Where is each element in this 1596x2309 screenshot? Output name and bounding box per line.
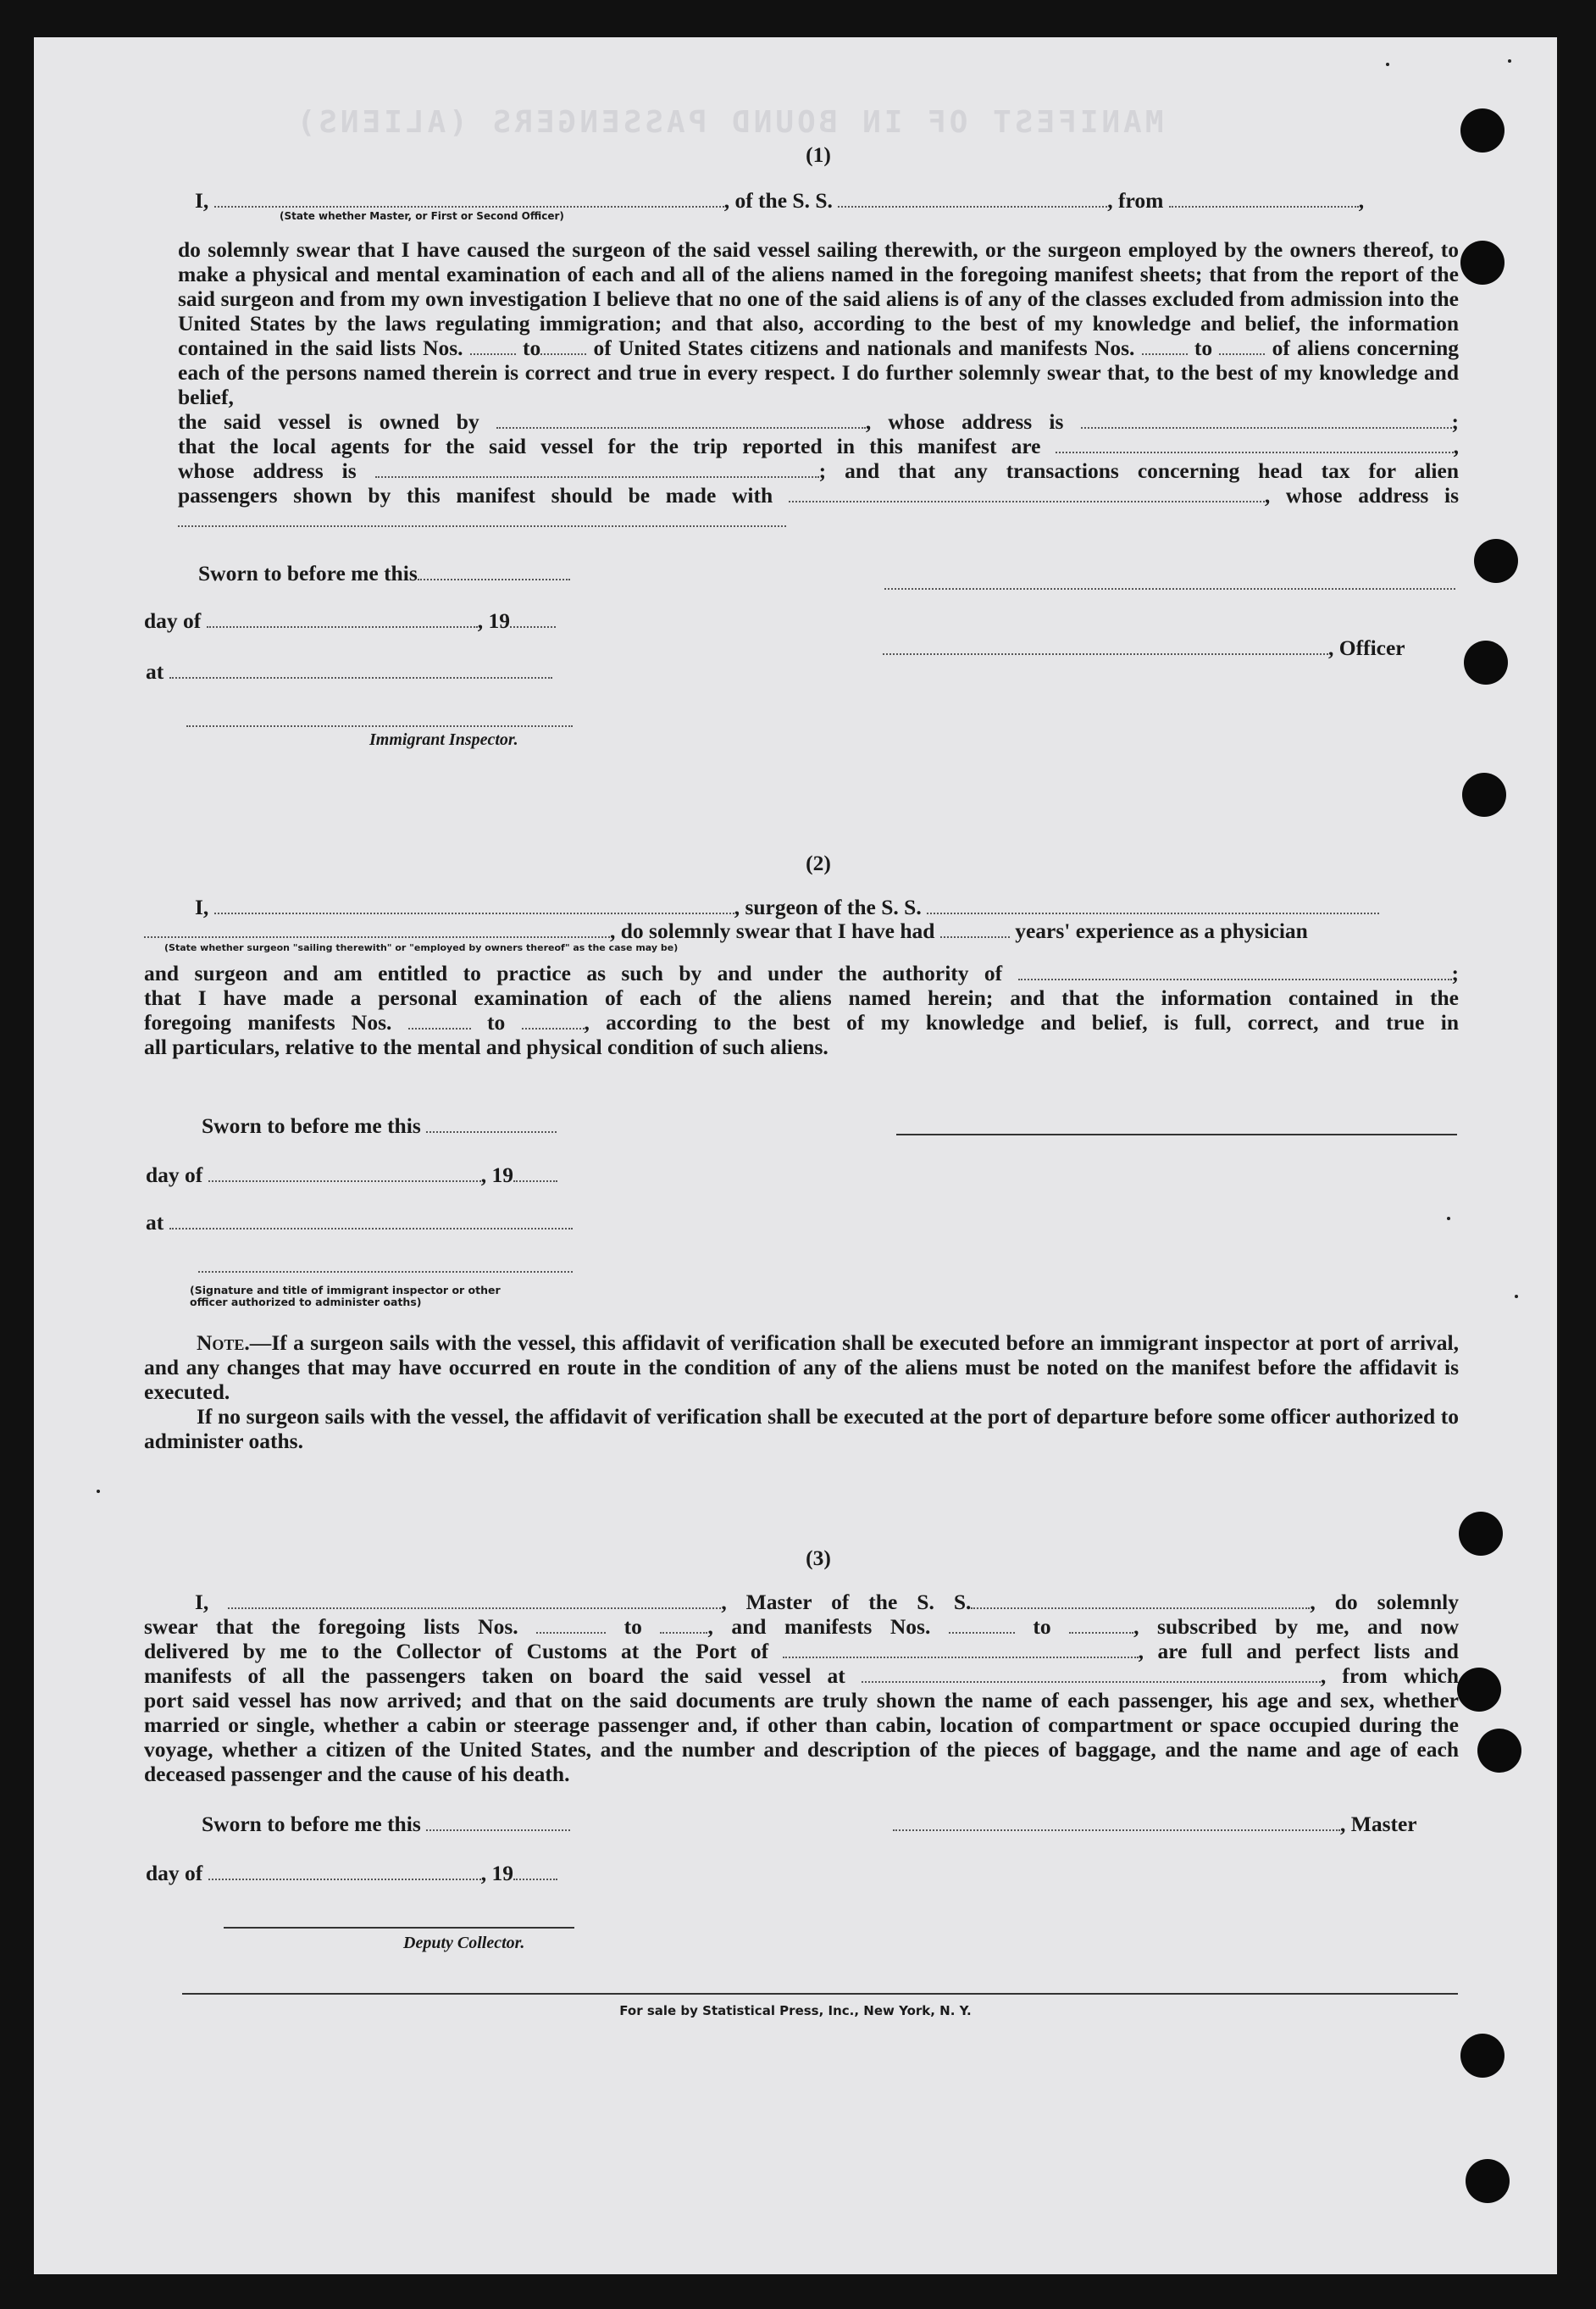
s3-master-row <box>893 1812 1417 1837</box>
years-experience-field[interactable] <box>940 921 1010 938</box>
s2-examination-line: that I have made a personal examination of each of the aliens named herein; and that the information contained in the <box>144 985 1459 1010</box>
s2-signature-caption: (Signature and title of immigrant inspector or other officer authorized to administer oaths) <box>190 1284 501 1308</box>
s1-sworn-row <box>198 561 570 586</box>
s3-manifests-to-field[interactable] <box>1069 1617 1133 1634</box>
s1-sworn-day-field[interactable] <box>418 563 570 580</box>
binder-hole <box>1460 2034 1505 2078</box>
s1-inspector-signature-line[interactable] <box>186 724 573 727</box>
s3-i: I, <box>195 1590 209 1614</box>
s3-subscribed: , subscribed by me, and now <box>1133 1614 1460 1639</box>
s2-dayof-label: day of <box>146 1163 203 1187</box>
s2-vessel-field[interactable] <box>927 897 1379 914</box>
s1-to-1: to <box>523 336 541 360</box>
s3-line-2 <box>144 1614 1459 1639</box>
s3-line-1 <box>144 1590 1459 1614</box>
s1-dayof-label: day of <box>144 608 202 633</box>
s3-lists-to-field[interactable] <box>660 1617 707 1634</box>
s3-dayof-row <box>146 1861 557 1886</box>
s2-at-row <box>146 1210 573 1235</box>
officer-rank-field[interactable] <box>214 191 724 208</box>
s3-solemnly: , do solemnly <box>1310 1590 1460 1614</box>
s3-master-label: , Master <box>1340 1812 1417 1836</box>
owner-address-field[interactable] <box>1081 412 1452 429</box>
s3-month-field[interactable] <box>208 1863 481 1880</box>
ink-speck <box>1447 1217 1450 1220</box>
binder-hole <box>1464 641 1508 685</box>
s1-body <box>178 237 1459 532</box>
s2-manifests-to-field[interactable] <box>522 1013 585 1030</box>
s2-sworn-row <box>202 1113 557 1139</box>
s1-at-row <box>146 659 552 685</box>
embarkation-port-field[interactable] <box>862 1666 1321 1683</box>
binder-hole <box>1462 773 1506 817</box>
s1-oath-text <box>178 237 1459 409</box>
s2-authority-line <box>144 961 1459 985</box>
ink-speck <box>97 1490 100 1493</box>
s1-semicolon: ; <box>1451 409 1460 434</box>
s3-body <box>144 1590 1459 1786</box>
s1-year-field[interactable] <box>510 611 556 628</box>
s3-master-signature-field[interactable] <box>893 1814 1340 1831</box>
departure-port-field[interactable] <box>1169 191 1359 208</box>
s1-from: , from <box>1107 188 1164 213</box>
s1-passengers-label: passengers shown by this manifest should be made with <box>178 483 773 508</box>
s1-owned-label: the said vessel is owned by <box>178 409 479 434</box>
manifests-to-field[interactable] <box>1219 338 1265 355</box>
binder-hole <box>1477 1729 1521 1773</box>
s2-surgeon-of-ss: , surgeon of the S. S. <box>734 895 922 919</box>
s3-to-1: to <box>623 1614 642 1639</box>
headtax-contact-field[interactable] <box>789 486 1265 502</box>
vessel-name-field[interactable] <box>838 191 1107 208</box>
port-of-arrival-field[interactable] <box>783 1641 1139 1658</box>
binder-hole <box>1457 1668 1501 1712</box>
s1-year-prefix: , 19 <box>477 608 510 633</box>
s3-manifests-label: , and manifests Nos. <box>707 1614 931 1639</box>
s1-address-line <box>178 458 1459 483</box>
s2-dayof-row <box>146 1163 557 1188</box>
s2-authority-label: and surgeon and am entitled to practice as such by and under the authority of <box>144 961 1003 985</box>
s1-place-field[interactable] <box>169 662 552 679</box>
s2-at-label: at <box>146 1210 164 1235</box>
s1-month-field[interactable] <box>207 611 478 628</box>
s3-year-field[interactable] <box>513 1863 557 1880</box>
s2-manifests-label: foregoing manifests Nos. <box>144 1010 392 1035</box>
s3-vessel-field[interactable] <box>971 1592 1310 1609</box>
s1-oath-part1: do solemnly swear that I have caused the surgeon of the said vessel sailing therewith, or the surgeon employed by the owners thereof, to make a physical and mental examination of each and all of the aliens named in the foregoing manifest sheets; that from the report of the said surgeon and from my own investigation I believe that no one of the said aliens is of any of the classes excluded from admission into the United States by the laws regulating immigration; and that also, according to the best of my knowledge and belief, the information contained in the said lists Nos. <box>178 237 1459 360</box>
s2-manifests-from-field[interactable] <box>408 1013 471 1030</box>
s2-year-prefix: , 19 <box>480 1163 513 1187</box>
s3-perfect-lists: , are full and perfect lists and <box>1138 1639 1459 1663</box>
s1-owned-line <box>178 409 1459 434</box>
s3-manifests-from-field[interactable] <box>949 1617 1015 1634</box>
s1-agents-address-label: whose address is <box>178 458 357 483</box>
s1-contact-address-label: , whose address is <box>1264 483 1460 508</box>
s1-sworn-label: Sworn to before me this <box>198 561 418 586</box>
authority-field[interactable] <box>1018 963 1452 980</box>
printer-imprint: For sale by Statistical Press, Inc., New York, N. Y. <box>619 2003 972 2018</box>
binder-hole <box>1459 1512 1503 1556</box>
s3-boarded-label: manifests of all the passengers taken on board the said vessel at <box>144 1663 845 1688</box>
binder-hole <box>1474 539 1518 583</box>
s3-sworn-label: Sworn to before me this <box>202 1812 421 1836</box>
s2-swear-text: , do solemnly swear that I have had <box>610 919 935 943</box>
ink-speck <box>1386 63 1389 66</box>
s3-sworn-row <box>202 1812 570 1837</box>
s1-dayof-row <box>144 608 556 634</box>
s1-officer-name-field[interactable] <box>883 638 1328 655</box>
s1-headtax-text: ; and that any transactions concerning head tax for alien <box>818 458 1460 483</box>
s2-month-field[interactable] <box>208 1165 481 1182</box>
s2-i: I, <box>195 895 209 919</box>
s2-note <box>144 1330 1459 1453</box>
s1-owner-address-label: , whose address is <box>865 409 1064 434</box>
s1-officer-label: , Officer <box>1328 636 1405 660</box>
owner-field[interactable] <box>496 412 866 429</box>
s3-lists-label: swear that the foregoing lists Nos. <box>144 1614 518 1639</box>
s3-port-label: delivered by me to the Collector of Customs at the Port of <box>144 1639 769 1663</box>
s3-from-which: , from which <box>1320 1663 1460 1688</box>
bleed-through-header: MANIFEST OF IN BOUND PASSENGERS (ALIENS) <box>293 105 1164 140</box>
s2-semicolon: ; <box>1451 961 1459 985</box>
s2-correct-text: , according to the best of my knowledge and belief, is full, correct, and true in <box>584 1010 1460 1035</box>
s3-body-text: port said vessel has now arrived; and that on the said documents are truly shown the name of each passenger, his age and sex, whether married or single, whether a cabin or steerage passenger and, if other than cabin, location of compartment or space occupied during the voyage, whether a citizen of the United States, and the number and description of the pieces of baggage, and the name and age of each deceased passenger and the cause of his death. <box>144 1688 1459 1786</box>
s2-particulars-line: all particulars, relative to the mental and physical condition of such aliens. <box>144 1035 828 1059</box>
lists-from-field[interactable] <box>470 338 516 355</box>
footer-rule <box>182 1993 1458 1995</box>
s2-surgeon-type-hint: (State whether surgeon "sailing therewith" or "employed by owners thereof" as the case may be) <box>164 942 679 953</box>
section-number-3: (3) <box>806 1546 831 1570</box>
s3-deputy-signature-line[interactable] <box>224 1925 574 1929</box>
s1-inspector-caption: Immigrant Inspector. <box>369 730 518 749</box>
binder-hole <box>1460 108 1505 153</box>
s2-surgeon-signature-line[interactable] <box>896 1132 1457 1135</box>
s1-agents-line <box>178 434 1459 458</box>
s3-line-4 <box>144 1663 1459 1688</box>
s2-experience-label: years' experience as a physician <box>1015 919 1308 943</box>
s2-body <box>144 961 1459 1059</box>
section-number-1: (1) <box>806 142 831 167</box>
s3-lists-from-field[interactable] <box>536 1617 606 1634</box>
binder-hole <box>1466 2159 1510 2203</box>
s2-sworn-day-field[interactable] <box>426 1116 557 1133</box>
s3-year-prefix: , 19 <box>480 1861 513 1885</box>
s1-oath-part2: of United States citizens and nationals and manifests Nos. <box>593 336 1135 360</box>
surgeon-name-field[interactable] <box>214 897 734 914</box>
contact-address-field[interactable] <box>178 510 786 527</box>
s2-note-1 <box>144 1330 1459 1404</box>
s1-to-2: to <box>1194 336 1213 360</box>
s1-rank-hint: (State whether Master, or First or Second Officer) <box>280 210 564 222</box>
s2-note-1-text: If a surgeon sails with the vessel, this affidavit of verification shall be executed before an immigrant inspector at port of arrival, and any changes that may have occurred en route in the condition of any of the aliens must be noted on the manifest before the affidavit is executed. <box>144 1330 1459 1404</box>
s3-dayof-label: day of <box>146 1861 203 1885</box>
lists-to-field[interactable] <box>540 338 586 355</box>
ink-speck <box>1508 59 1511 63</box>
s1-i: I, <box>195 188 209 213</box>
s2-note-label: Note.— <box>197 1330 272 1355</box>
s1-oath-part3: of aliens concerning each of the persons named therein is correct and true in every respect. I do further solemnly swear that, to the best of my knowledge and belief, <box>178 336 1460 409</box>
form-sheet <box>34 37 1557 2274</box>
s2-line-2 <box>144 919 1308 944</box>
s2-inspector-signature-line[interactable] <box>198 1269 573 1273</box>
section-number-2: (2) <box>806 851 831 875</box>
s1-officer-row <box>883 636 1405 661</box>
s1-at-label: at <box>146 659 164 684</box>
local-agents-field[interactable] <box>1056 436 1454 453</box>
s1-comma: , <box>1358 188 1365 213</box>
agents-address-field[interactable] <box>375 461 819 478</box>
s2-to: to <box>486 1010 506 1035</box>
s3-line-3 <box>144 1639 1459 1663</box>
s3-deputy-caption: Deputy Collector. <box>403 1934 525 1952</box>
s2-note-2: If no surgeon sails with the vessel, the affidavit of verification shall be executed at the port of departure before some officer authorized to administer oaths. <box>144 1404 1459 1453</box>
s1-officer-signature-line[interactable] <box>884 586 1455 590</box>
s1-comma-2: , <box>1453 434 1460 458</box>
binder-hole <box>1460 241 1505 285</box>
manifests-from-field[interactable] <box>1142 338 1188 355</box>
s2-sworn-label: Sworn to before me this <box>202 1113 421 1138</box>
s1-contact-address-line <box>178 508 1459 532</box>
surgeon-type-field[interactable] <box>144 921 610 938</box>
s1-of-ss: , of the S. S. <box>723 188 833 213</box>
s3-to-2: to <box>1033 1614 1051 1639</box>
s3-sworn-day-field[interactable] <box>426 1814 570 1831</box>
s2-line-1 <box>195 895 1379 920</box>
s1-passengers-line <box>178 483 1459 508</box>
s2-year-field[interactable] <box>513 1165 557 1182</box>
s2-manifests-line <box>144 1010 1459 1035</box>
ink-speck <box>1515 1295 1518 1298</box>
s3-master-of-ss: , Master of the S. S. <box>721 1590 972 1614</box>
master-name-field[interactable] <box>228 1592 721 1609</box>
s1-agents-label: that the local agents for the said vessel for the trip reported in this manifest are <box>178 434 1041 458</box>
s2-place-field[interactable] <box>169 1213 573 1229</box>
